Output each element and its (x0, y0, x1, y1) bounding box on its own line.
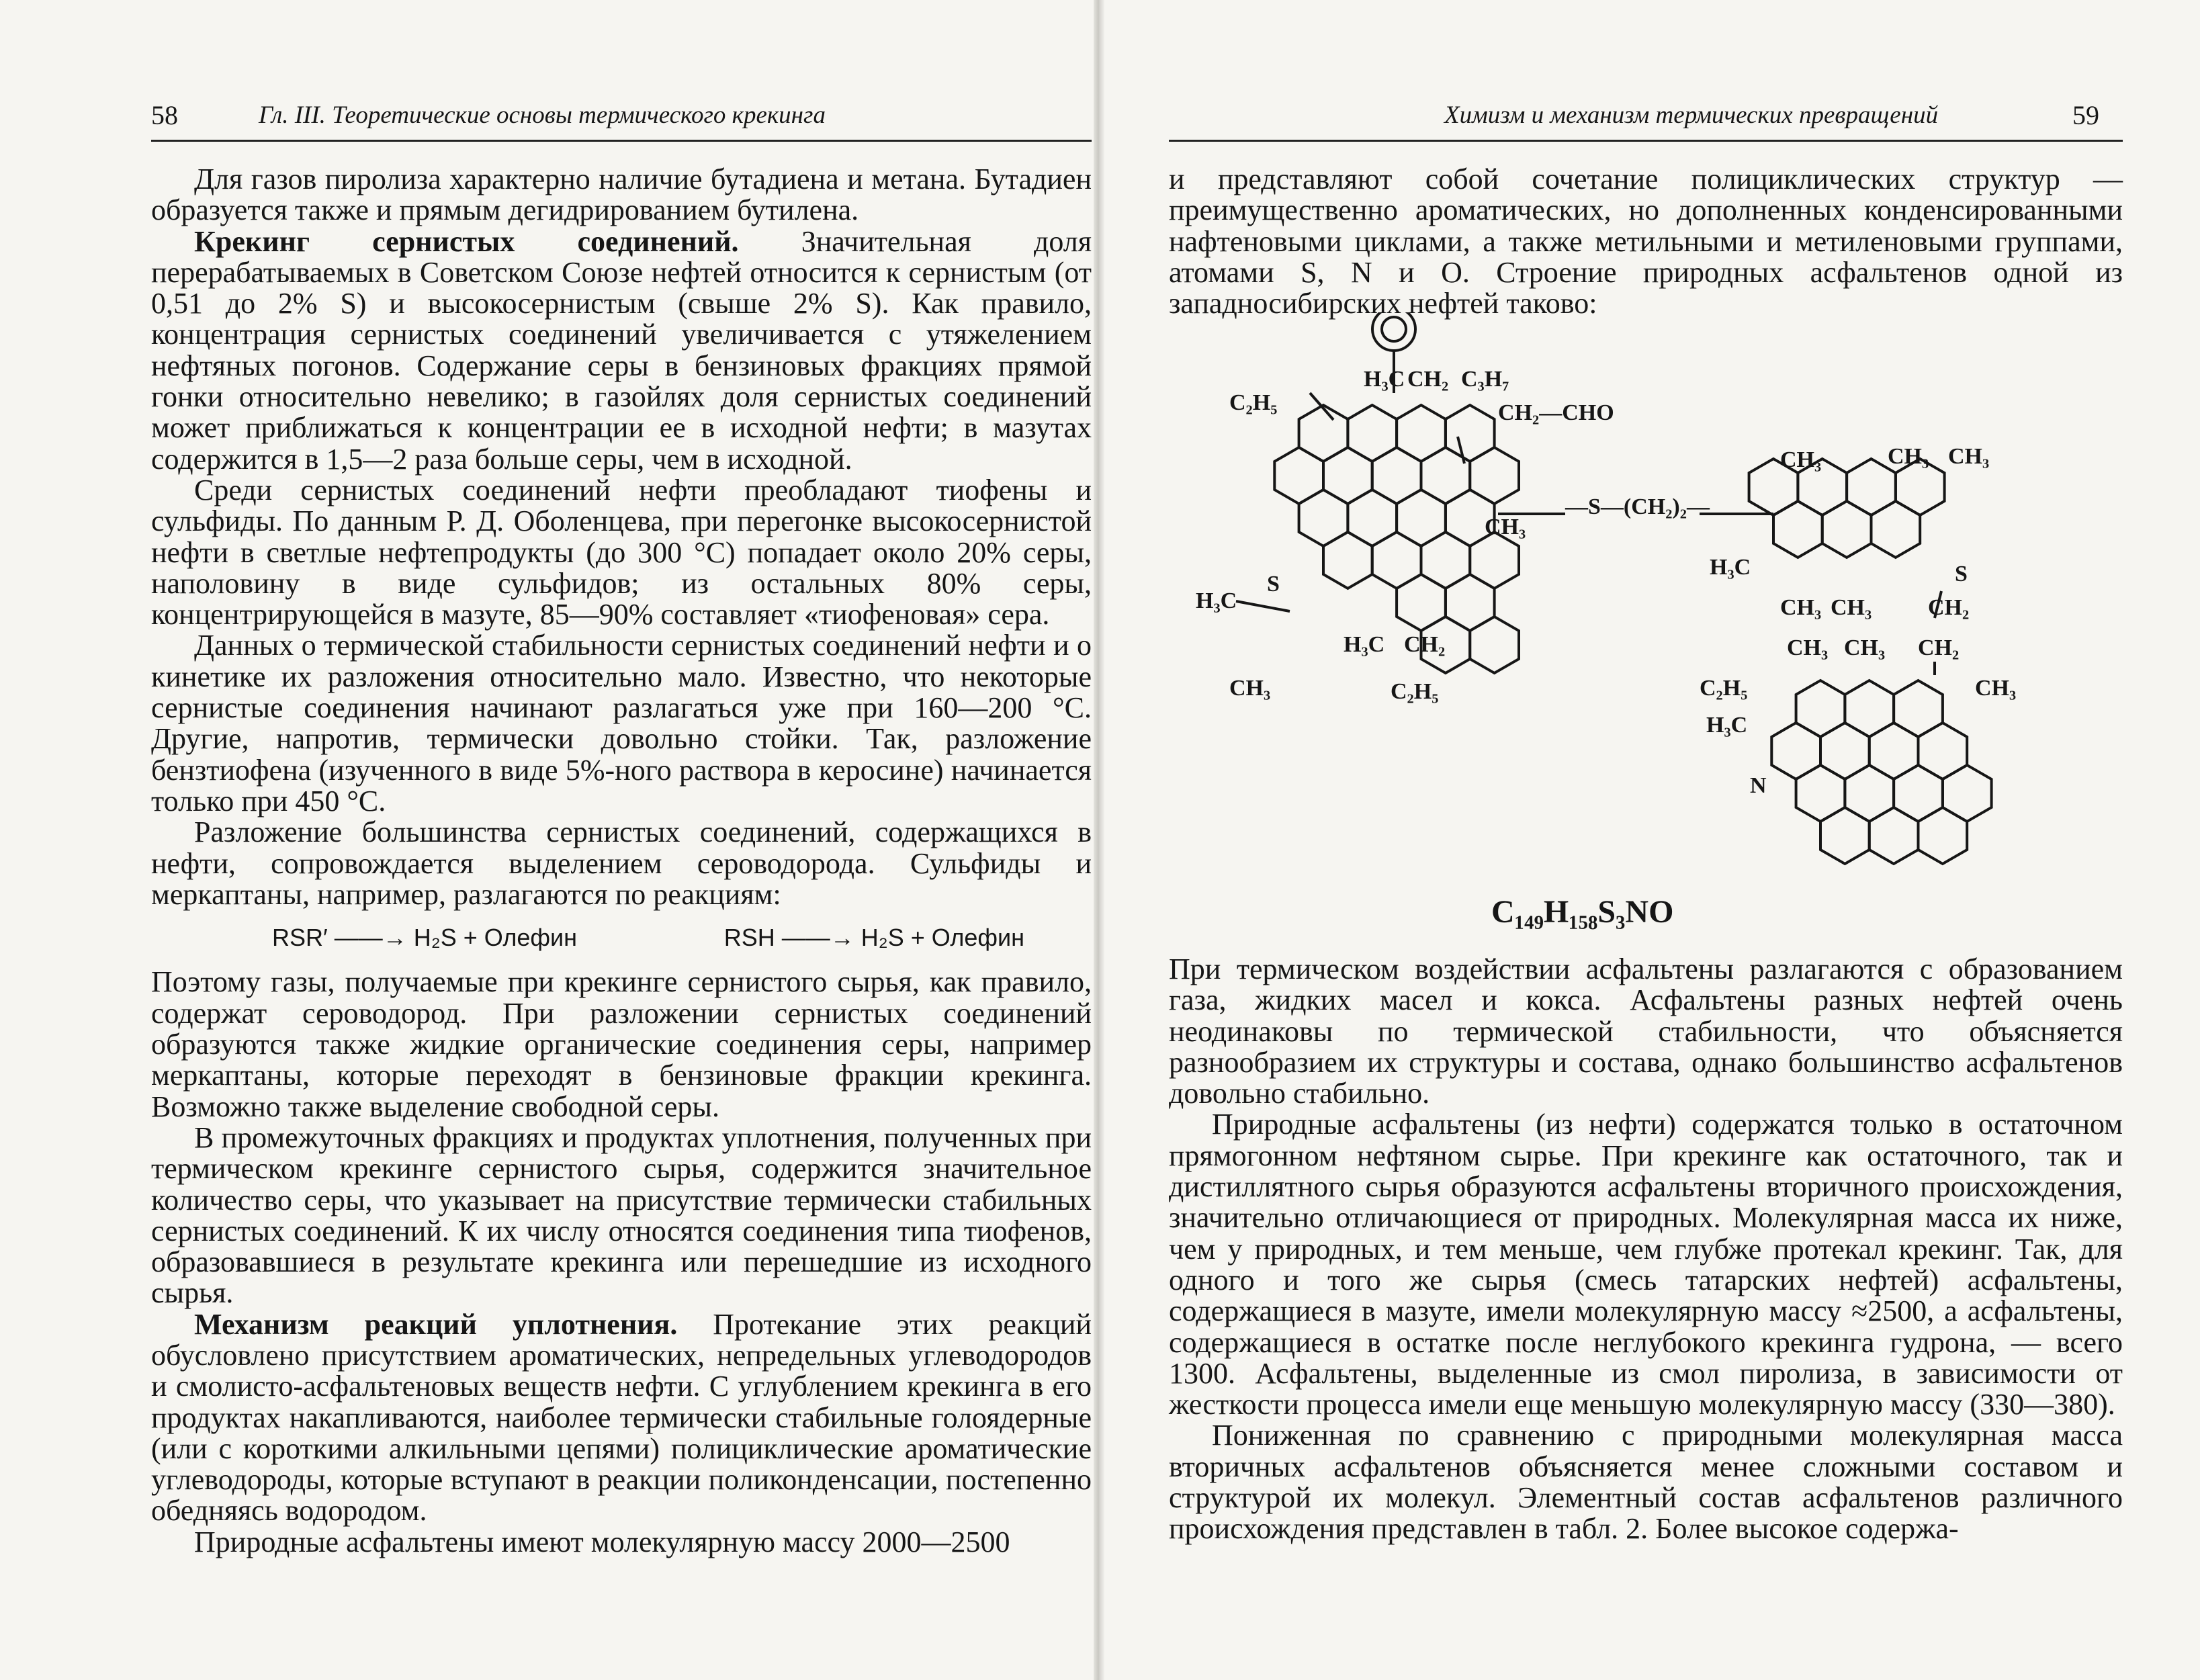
asphaltene-structure-diagram (1189, 312, 2143, 897)
hexagon-ring (1822, 501, 1872, 558)
label-ch3: CH₃ (1844, 635, 1886, 660)
bond-lines (1236, 312, 1941, 675)
running-head: Химизм и механизм термических превращений (1444, 101, 1939, 129)
running-head: Гл. III. Теоретические основы термического крекинга (259, 101, 826, 129)
polycyclic-core-a (1274, 405, 1519, 673)
label-ch3: CH₃ (1780, 447, 1822, 472)
label-h3c: H₃C (1196, 588, 1237, 613)
paragraph: Разложение большинства сернистых соединений, содержащихся в нефти, сопровождается выделением сероводорода. Сульфиды и меркаптаны, например, разлагаются по реакциям: (151, 815, 1092, 911)
hexagon-ring (1919, 807, 1968, 864)
hexagon-ring (1773, 501, 1822, 558)
label-h3c: H₃C (1706, 713, 1748, 738)
left-page (0, 0, 1095, 1680)
hexagon-ring (1820, 807, 1869, 864)
hexagon-ring (1872, 501, 1921, 558)
paragraph: Поэтому газы, получаемые при крекинге сернистого сырья, как правило, содержат сероводород. При разложении сернистых соединений образуются также жидкие органические соединения серы, например меркаптаны, которые переходят в бензиновые фракции крекинга. Возможно также выделение свободной серы. (151, 965, 1092, 1123)
paragraph: Среди сернистых соединений нефти преобладают тиофены и сульфиды. По данным Р. Д. Оболенцева, при перегонке высокосернистой нефти в светлые нефтепродукты (до 300 °С) попадает около 20% серы, наполовину в виде сульфидов; из остальных 80% серы, концентрирующейся в мазуте, 85—90% составляет «тиофеновая» сера. (151, 473, 1092, 631)
left-text-column (151, 164, 1092, 1558)
label-n: N (1750, 773, 1767, 798)
naphthene-chain-rings (1749, 459, 1945, 558)
label-s: S (1955, 562, 1968, 586)
paragraph: Крекинг сернистых соединений. Значительная доля перерабатываемых в Советском Союзе нефтей относится к сернистым (от 0,51 до 2% S) и высокосернистым (свыше 2% S). Как правило, концентрация сернистых соединений увеличивается с утяжелением нефтяных погонов. Содержание серы в бензиновых фракциях прямой гонки относительно невелико; в газойлях доля сернистых соединений может приближаться к концентрации ее в исходной нефти; в мазутах содержится в 1,5—2 раза больше серы, чем в исходной. (151, 224, 1092, 476)
label-ch3: CH₃ (1485, 515, 1526, 539)
page-number: 58 (151, 100, 178, 130)
molecular-formula: C₁₄₉H₁₅₈S₃NO (1491, 894, 1674, 930)
label-h3c: H₃C (1364, 367, 1405, 392)
paragraph: Механизм реакций уплотнения. Протекание этих реакций обусловлено присутствием ароматических, непредельных углеводородов и смолисто-асфальтеновых веществ нефти. С углублением крекинга в его продуктах накапливаются, наиболее термически стабильные голоядерные (или с короткими алкильными цепями) полициклические ароматические углеводороды, которые вступают в реакции поликонденсации, постепенно обедняясь водородом. (151, 1307, 1092, 1528)
hexagon-ring (1323, 532, 1372, 588)
label-c2h5: C₂H₅ (1229, 390, 1278, 415)
label-ch3: CH₃ (1948, 444, 1990, 469)
label-h3c: H₃C (1344, 632, 1385, 657)
bold-lead: Крекинг сернистых соединений. (194, 224, 739, 258)
paragraph: Для газов пиролиза характерно наличие бутадиена и метана. Бутадиен образуется также и прямым дегидрированием бутилена. (151, 163, 1092, 227)
label-ch3: CH₃ (1780, 595, 1822, 620)
paragraph: При термическом воздействии асфальтены разлагаются с образованием газа, жидких масел и кокса. Асфальтены разных нефтей очень неодинаковы по термической стабильности, что объясняется разнообразием их структуры и состава, однако большинство асфальтенов довольно стабильно. (1169, 953, 2123, 1110)
paragraph: Природные асфальтены имеют молекулярную массу 2000—2500 (194, 1525, 1010, 1558)
label-c3h7: C₃H₇ (1461, 367, 1509, 392)
label-c2h5: C₂H₅ (1391, 679, 1439, 704)
label-ch3: CH₃ (1975, 676, 2017, 701)
paragraph: Природные асфальтены (из нефти) содержатся только в остаточном прямогонном нефтяном сырье. При крекинге как остаточного, так и дистиллятного сырья образуются асфальтены вторичного происхождения, значительно отличающиеся от природных. Молекулярная масса их ниже, чем у природных, и тем меньше, чем глубже протекал крекинг. Так, для одного и того же сырья (смесь татарских нефтей) асфальтены, содержащиеся в мазуте, имели молекулярную массу ≈2500, а асфальтены, содержащиеся в остатке после неглубокого крекинга гудрона, — всего 1300. Асфальтены, выделенные из смол пиролиза, в зависимости от жесткости процесса имели еще меньшую молекулярную массу (330—380). (1169, 1108, 2123, 1421)
right-page (1102, 0, 2200, 1680)
label-c2h5: C₂H₅ (1700, 676, 1748, 701)
label-ch2: CH₂ (1918, 635, 1960, 660)
hexagon-ring (1869, 807, 1919, 864)
label-ch3: CH₃ (1888, 444, 1929, 469)
paragraph: В промежуточных фракциях и продуктах уплотнения, полученных при термическом крекинге сернистого сырья, содержится значительное количество серы, что указывает на присутствие термически стабильных сернистых соединений. К их числу относятся соединения типа тиофенов, образовавшиеся в результате крекинга или перешедшие из исходного сырья. (151, 1120, 1092, 1310)
reaction-equations (151, 922, 1092, 953)
left-header (151, 99, 1092, 142)
reaction-sulfide: RSR′ ——→ H₂S + Олефин (272, 924, 578, 952)
paragraph: Пониженная по сравнению с природными молекулярная масса вторичных асфальтенов объясняется менее сложными составом и структурой их молекул. Элементный состав асфальтенов различного происхождения представлен в табл. 2. Более высокое содержа- (1169, 1419, 2123, 1546)
right-text-column (1169, 954, 2123, 1545)
hexagon-ring (1470, 617, 1519, 673)
paragraph: Данных о термической стабильности сернистых соединений нефти и о кинетике их разложения относительно мало. Известно, что некоторые сернистые соединения начинают разлагаться уже при 160—200 °С. Другие, напротив, термически довольно стойки. Так, разложение бензтиофена (изученного в виде 5%-ного раствора в керосине) начинается только при 450 °С. (151, 629, 1092, 817)
label-s: S (1267, 572, 1280, 596)
label-ch3: CH₃ (1831, 595, 1872, 620)
reaction-mercaptan: RSH ——→ H₂S + Олефин (723, 924, 1024, 952)
page-number: 59 (2072, 100, 2099, 130)
bold-lead: Механизм реакций уплотнения. (194, 1307, 678, 1341)
paragraph: и представляют собой сочетание полициклических структур — преимущественно ароматических, но дополненных конденсированными нафтеновыми циклами, а также метильными и метиленовыми группами, атомами S, N и O. Строение природных асфальтенов одной из западносибирских нефтей таково: (1169, 163, 2123, 320)
label-s-ch2-2: —S—(CH₂)₂— (1565, 494, 1710, 519)
label-ch2: CH₂ (1928, 595, 1970, 620)
label-ch2-cho: CH₂—CHO (1498, 400, 1614, 425)
label-ch3: CH₃ (1787, 635, 1829, 660)
right-header (1169, 99, 2123, 142)
label-ch2: CH₂ (1404, 632, 1446, 657)
polycyclic-core-b (1771, 680, 1991, 864)
label-h3c: H₃C (1710, 555, 1751, 580)
right-intro (1169, 164, 2123, 319)
label-ch3: CH₃ (1229, 676, 1271, 701)
label-ch2: CH₂ (1407, 367, 1449, 392)
